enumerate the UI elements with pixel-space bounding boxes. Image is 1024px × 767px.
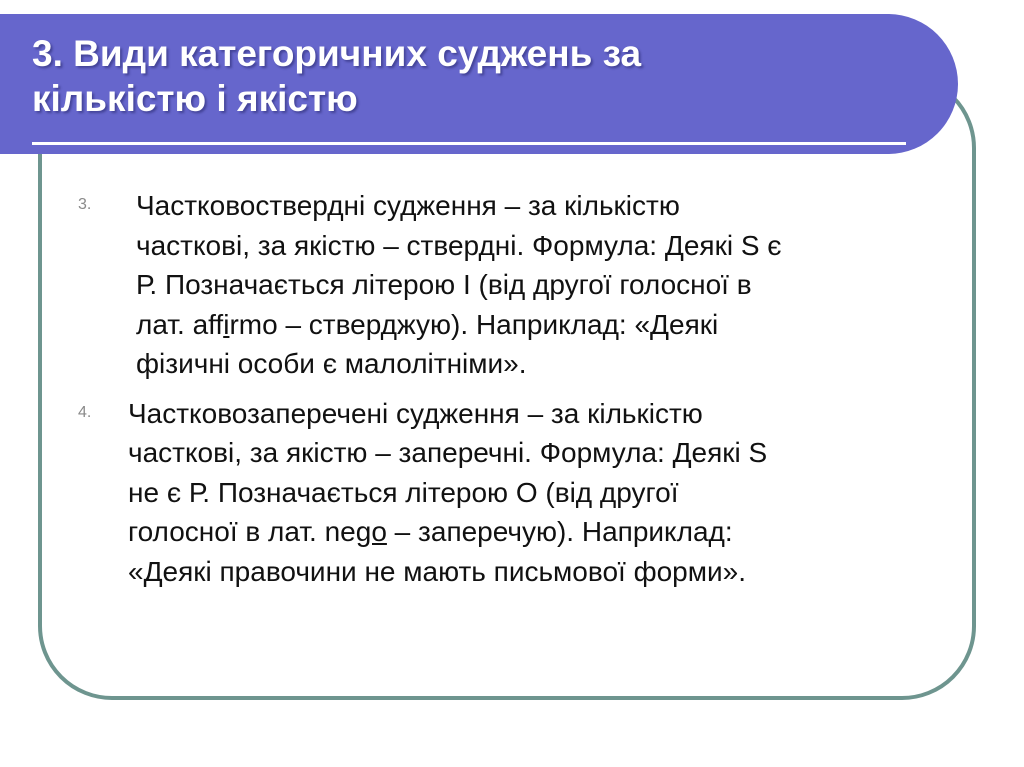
slide-title — [32, 31, 892, 121]
judgment-list — [62, 186, 942, 591]
list-item-partial-affirmative — [62, 186, 942, 384]
item-text-line-2: частковi, за якiстю – ствердні. Формула: Деякі S є — [136, 229, 782, 261]
line-4-start: голосної в лат. ne — [128, 516, 356, 547]
item-text-line-1: Частковозаперечені судження – за кiлькiстю — [128, 397, 703, 429]
list-item-number: 3. — [78, 196, 92, 213]
item-text-line-5: «Деякі правочини не мають письмової форми». — [128, 555, 746, 587]
line-4-start: лат. aff — [136, 308, 224, 340]
item-text-line-2: частковi, за якiстю – заперечні. Формула: Деякі S — [128, 437, 768, 468]
line-4-end: – заперечую). Наприклад: — [386, 516, 733, 547]
title-underline — [32, 142, 906, 145]
title-bar — [0, 14, 958, 154]
item-text-line-1: Частковостверднi судження – за кiлькiстю — [136, 190, 680, 221]
item-text-line-4 — [128, 512, 942, 552]
underlined-letter: i — [223, 308, 230, 340]
item-text-line-4 — [136, 305, 942, 345]
underlined-syllable: go — [355, 516, 387, 547]
slide-title-line-1: 3. Види категоричних суджень за — [32, 33, 642, 74]
item-text-line-3: Р. Позначається лiтерою I (від другої голосної в — [136, 269, 752, 300]
list-item-number: 4. — [78, 403, 92, 421]
list-item-partial-negative — [62, 394, 942, 592]
item-text-line-3: не є Р. Позначається лiтерою О (від другої — [128, 476, 679, 508]
line-4-end: rmo – стверджую). Наприклад: «Деякі — [229, 308, 719, 340]
item-text-line-5: фізичні особи є малолітніми». — [136, 348, 527, 379]
slide-title-line-2: кількістю і якістю — [32, 78, 358, 119]
